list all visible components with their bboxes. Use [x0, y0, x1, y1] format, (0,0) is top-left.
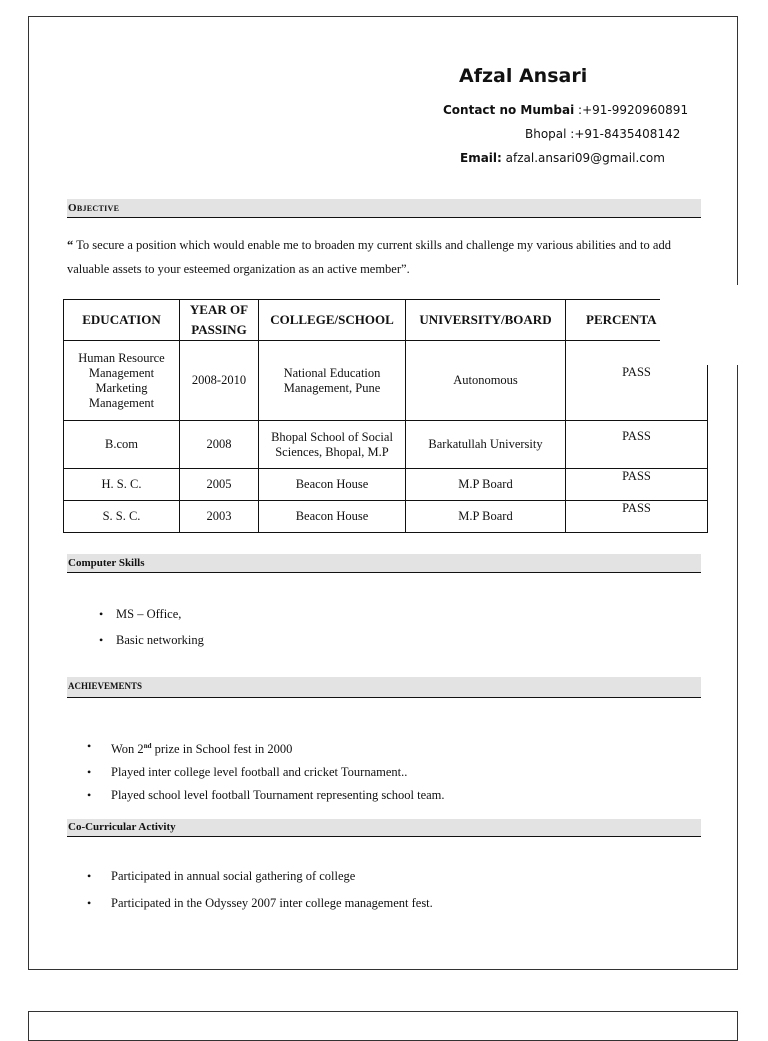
header-percentage: PERCENTA: [566, 300, 708, 341]
objective-heading: Objective: [67, 199, 701, 218]
cell-result: PASS: [566, 421, 708, 469]
candidate-name: Afzal Ansari: [459, 65, 588, 87]
email-label: Email:: [460, 151, 502, 165]
contact-bhopal: +91-8435408142: [574, 127, 681, 141]
cell-board: Barkatullah University: [406, 421, 566, 469]
contact-bhopal-line: [525, 127, 680, 141]
list-item: • MS – Office,: [99, 601, 204, 627]
header-college: COLLEGE/SCHOOL: [259, 300, 406, 341]
education-header-row: [64, 300, 708, 341]
objective-text: “ To secure a position which would enable me to broaden my current skills and challenge my various abilities and to add valuable assets to your esteemed organization as an active member”.: [67, 238, 671, 276]
next-page-edge: [28, 1011, 738, 1041]
header-university: UNIVERSITY/BOARD: [406, 300, 566, 341]
achievements-list: [87, 735, 445, 807]
table-row: [64, 469, 708, 501]
cell-year: 2008-2010: [180, 341, 259, 421]
cell-board: Autonomous: [406, 341, 566, 421]
resume-page: [28, 16, 738, 970]
cell-college: National Education Management, Pune: [259, 341, 406, 421]
computer-skills-list: [99, 601, 204, 653]
contact-mumbai: :+91-9920960891: [574, 103, 689, 117]
cell-year: 2003: [180, 501, 259, 533]
email-address: afzal.ansari09@gmail.com: [501, 151, 665, 165]
table-clip-mask: [660, 285, 740, 365]
achievements-heading: ACHIEVEMENTS: [67, 677, 701, 698]
education-table: [63, 299, 708, 533]
table-row: [64, 501, 708, 533]
header-year: YEAR OF PASSING: [180, 300, 259, 341]
table-row: [64, 421, 708, 469]
list-item: • Basic networking: [99, 627, 204, 653]
computer-skills-heading: Computer Skills: [67, 554, 701, 573]
contact-label: Contact no Mumbai: [443, 103, 575, 117]
cell-result: PASS: [566, 469, 708, 501]
contact-mumbai-line: [443, 103, 688, 117]
cell-board: M.P Board: [406, 501, 566, 533]
cell-education: S. S. C.: [64, 501, 180, 533]
table-row: [64, 341, 708, 421]
cell-result: PASS: [566, 341, 708, 421]
list-item: • Played inter college level football and cricket Tournament..: [87, 761, 445, 784]
cell-year: 2005: [180, 469, 259, 501]
cell-college: Beacon House: [259, 501, 406, 533]
list-item: • Won 2nd prize in School fest in 2000: [87, 735, 445, 761]
list-item: • Played school level football Tournament representing school team.: [87, 784, 445, 807]
cell-year: 2008: [180, 421, 259, 469]
list-item: • Participated in the Odyssey 2007 inter college management fest.: [87, 890, 433, 917]
email-line: [460, 151, 665, 165]
cell-result: PASS: [566, 501, 708, 533]
co-curricular-list: [87, 863, 433, 917]
cell-education: Human Resource Management Marketing Management: [64, 341, 180, 421]
bhopal-label: Bhopal :: [525, 127, 575, 141]
cell-board: M.P Board: [406, 469, 566, 501]
cell-college: Bhopal School of Social Sciences, Bhopal, M.P: [259, 421, 406, 469]
list-item: • Participated in annual social gathering of college: [87, 863, 433, 890]
cell-education: H. S. C.: [64, 469, 180, 501]
co-curricular-heading: Co-Curricular Activity: [67, 819, 701, 837]
cell-education: B.com: [64, 421, 180, 469]
cell-college: Beacon House: [259, 469, 406, 501]
header-education: EDUCATION: [64, 300, 180, 341]
